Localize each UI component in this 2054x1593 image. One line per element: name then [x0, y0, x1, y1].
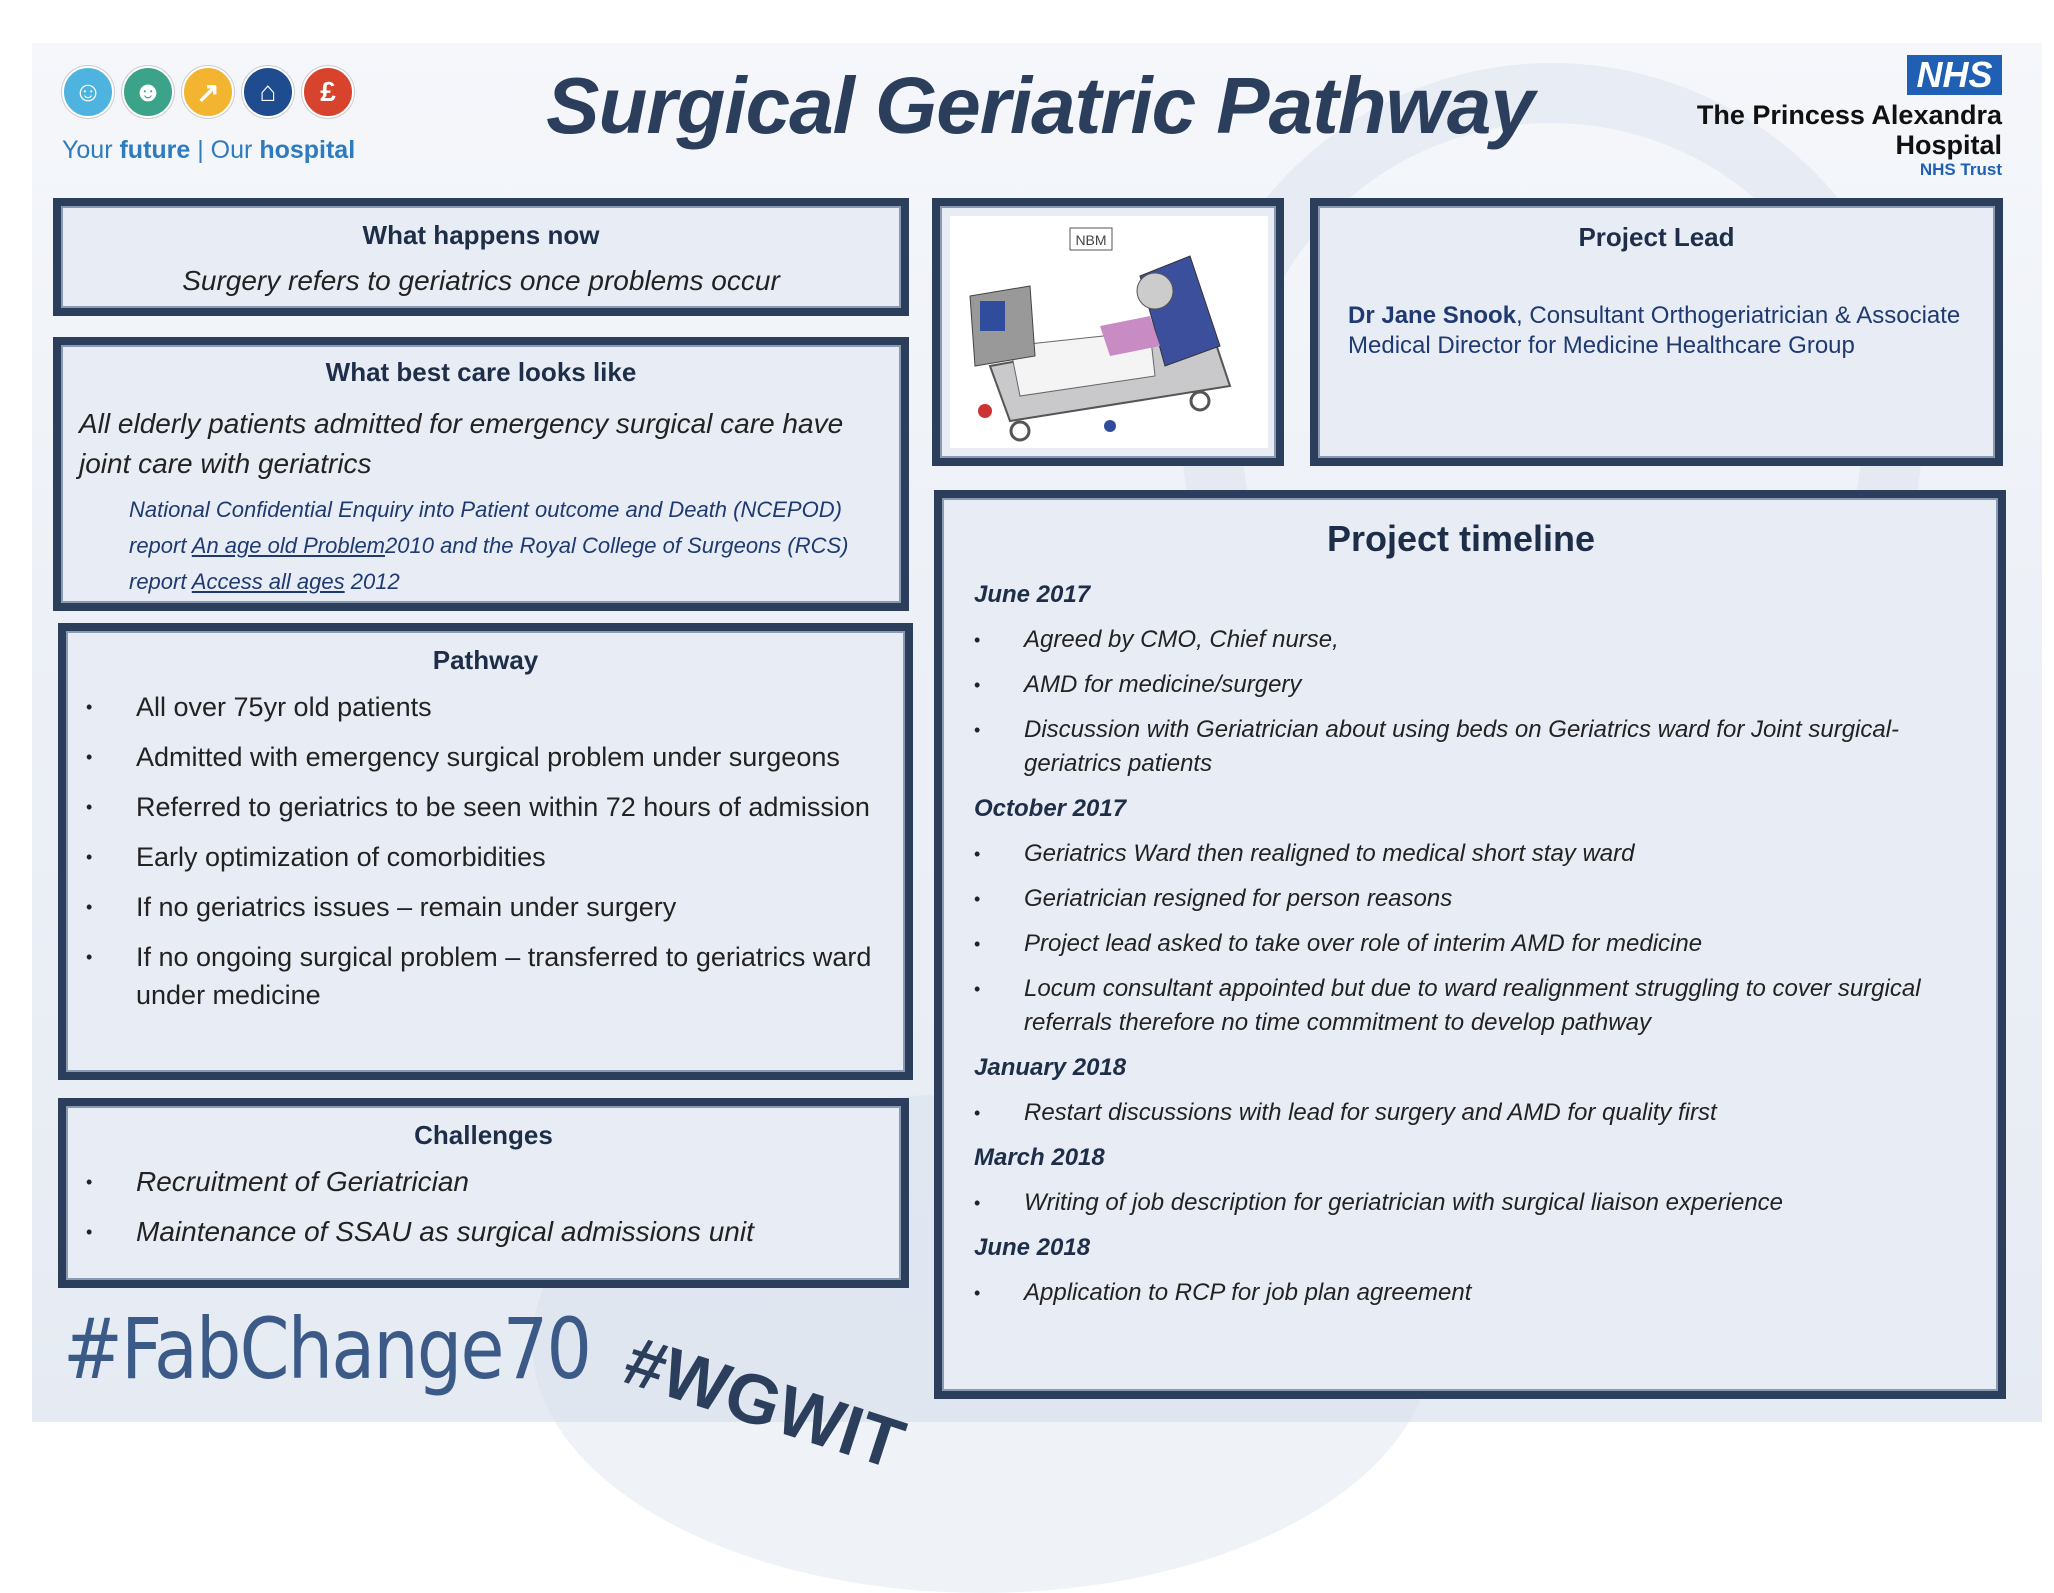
list-item: • Early optimization of comorbidities: [136, 838, 885, 876]
hospital-bed-illustration: [950, 216, 1268, 448]
tagline-text: | Our: [190, 136, 260, 164]
reference-text: [129, 492, 883, 600]
org-line: The Princess Alexandra: [1696, 100, 2002, 130]
list-item: • Referred to geriatrics to be seen within 72 hours of admission: [136, 788, 885, 826]
timeline-date: January 2018: [974, 1054, 1127, 1081]
tagline-text: hospital: [259, 136, 356, 164]
tagline-text: Your: [62, 136, 120, 164]
lead-name: Dr Jane Snook: [1348, 302, 1517, 329]
timeline-item: • Agreed by CMO, Chief nurse,: [1024, 623, 1948, 657]
org-line: Hospital: [1895, 130, 2002, 160]
timeline-item: • Geriatrician resigned for person reasons: [1024, 882, 1948, 916]
list-item: • If no ongoing surgical problem – transferred to geriatrics ward under medicine: [136, 938, 885, 1014]
project-lead-panel: [1310, 198, 2003, 466]
nhs-logo: NHS: [1907, 55, 2002, 95]
project-timeline-panel: [934, 490, 2006, 1399]
timeline-item: • Discussion with Geriatrician about using beds on Geriatrics ward for Joint surgical-geriatrics patients: [1024, 713, 1948, 781]
page-title: Surgical Geriatric Pathway: [546, 61, 1534, 150]
people-icon: ☻: [122, 66, 174, 118]
panel-heading: Challenges: [414, 1120, 553, 1150]
home-icon: ⌂: [242, 66, 294, 118]
chart-icon: ↗: [182, 66, 234, 118]
timeline-date: March 2018: [974, 1144, 1105, 1171]
org-trust: NHS Trust: [1919, 160, 2002, 179]
tagline: [62, 136, 355, 165]
reference-part: 2010 and the Royal College of Surgeons (RCS) report: [129, 533, 849, 594]
reference-link[interactable]: Access all ages: [191, 569, 345, 594]
reference-link[interactable]: An age old Problem: [191, 533, 386, 558]
values-icons: [62, 66, 354, 118]
challenges-panel: [58, 1098, 909, 1288]
timeline-date: October 2017: [974, 795, 1127, 822]
wgwit-hashtag: #WGWIT: [615, 1320, 914, 1485]
pound-icon: £: [302, 66, 354, 118]
panel-text: Surgery refers to geriatrics once problems occur: [182, 265, 780, 296]
timeline-date: June 2018: [974, 1234, 1091, 1261]
panel-heading: Pathway: [432, 645, 539, 675]
list-item: • Maintenance of SSAU as surgical admissions unit: [136, 1213, 881, 1251]
panel-heading: Project timeline: [1326, 518, 1596, 559]
timeline-item: • Restart discussions with lead for surgery and AMD for quality first: [1024, 1096, 1948, 1130]
reference-part: National Confidential Enquiry into Patient outcome and Death (NCEPOD) report: [129, 497, 842, 558]
org-name: [1697, 100, 2002, 180]
panel-text: All elderly patients admitted for emergency surgical care have joint care with geriatrics: [79, 408, 844, 479]
panel-heading: What best care looks like: [325, 357, 637, 387]
list-item: • Admitted with emergency surgical problem under surgeons: [136, 738, 885, 776]
fabchange70-hashtag: #FabChange70: [63, 1300, 591, 1398]
reference-part: 2012: [344, 569, 400, 594]
hospital-bed-image-panel: [932, 198, 1284, 466]
panel-heading: Project Lead: [1578, 222, 1735, 252]
list-item: • Recruitment of Geriatrician: [136, 1163, 881, 1201]
timeline-item: • Locum consultant appointed but due to ward realignment struggling to cover surgical referrals therefore no time commitment to develop pathway: [1024, 972, 1948, 1040]
pathway-panel: [58, 623, 913, 1080]
patient-icon: ☺: [62, 66, 114, 118]
lead-role: , Consultant Orthogeriatrician & Associate Medical Director for Medicine Healthcare Group: [1348, 302, 1961, 359]
lead-description: [1348, 301, 1965, 361]
nbm-sign: NBM: [1075, 232, 1107, 248]
timeline-item: • AMD for medicine/surgery: [1024, 668, 1948, 702]
best-care-panel: [53, 337, 909, 611]
timeline-item: • Writing of job description for geriatrician with surgical liaison experience: [1024, 1186, 1948, 1220]
panel-heading: What happens now: [362, 220, 600, 250]
list-item: • If no geriatrics issues – remain under surgery: [136, 888, 885, 926]
list-item: • All over 75yr old patients: [136, 688, 885, 726]
timeline-item: • Project lead asked to take over role of interim AMD for medicine: [1024, 927, 1948, 961]
what-happens-now-panel: [53, 198, 909, 316]
timeline-date: June 2017: [974, 581, 1091, 608]
timeline-item: • Geriatrics Ward then realigned to medical short stay ward: [1024, 837, 1948, 871]
timeline-item: • Application to RCP for job plan agreement: [1024, 1276, 1948, 1310]
tagline-text: future: [119, 136, 191, 164]
